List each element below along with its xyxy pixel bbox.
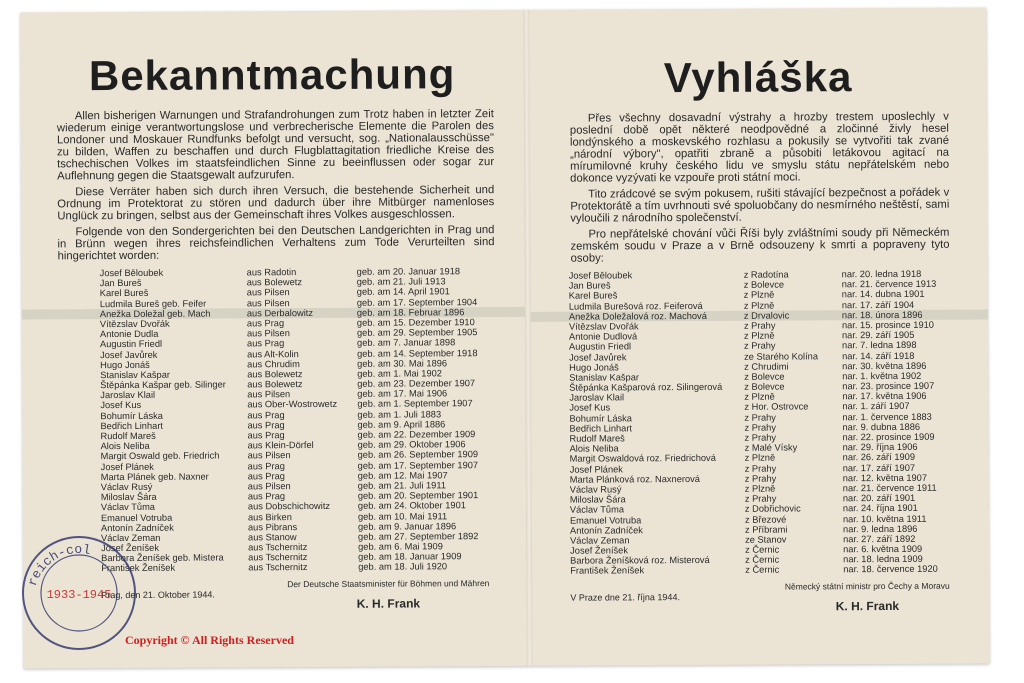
person-origin: aus Radotin <box>246 267 297 278</box>
person-origin: aus Pilsen <box>246 297 290 308</box>
person-birth-date: geb. am 9. April 1886 <box>357 419 446 430</box>
person-name: Margit Oswald geb. Friedrich <box>100 450 220 462</box>
person-birth-date: nar. 6. května 1909 <box>843 543 923 555</box>
german-signature: K. H. Frank <box>356 596 421 611</box>
person-name: Miloslav Šára <box>100 491 157 503</box>
person-birth-date: nar. 10. května 1911 <box>842 513 927 524</box>
person-birth-date: nar. 26. září 1909 <box>842 452 916 463</box>
person-birth-date: nar. 9. dubna 1886 <box>842 421 921 433</box>
person-origin: z Drvalovic <box>743 310 790 321</box>
person-name: Barbora Ženíšek geb. Mistera <box>101 552 224 564</box>
german-place-date: Prag, den 21. Oktober 1944. <box>101 589 215 600</box>
person-origin: z Prahy <box>744 473 777 484</box>
person-origin: z Plzně <box>744 483 776 494</box>
stamp-top-text: reich-col <box>24 541 92 589</box>
czech-half <box>529 7 989 665</box>
person-origin: z Příbrami <box>744 524 788 535</box>
person-birth-date: geb. am 12. Mai 1907 <box>357 470 448 481</box>
german-paragraph-3: Folgende von den Sondergerichten bei den Deutschen Landgerichten in Prag und in Brünn wegen ihres reichsfeindlichen Verhaltens zum Tode Verurteilten sind hingerichtet worden: <box>57 224 495 263</box>
person-origin: z Černic <box>745 565 780 576</box>
person-origin: z Prahy <box>744 432 777 443</box>
person-name: František Ženíšek <box>101 563 176 574</box>
person-name: Anežka Doležalová roz. Machová <box>568 310 707 322</box>
person-birth-date: nar. 7. ledna 1898 <box>842 340 917 351</box>
person-origin: aus Pilsen <box>246 287 290 298</box>
person-birth-date: nar. 24. října 1901 <box>842 503 918 514</box>
person-birth-date: geb. am 27. September 1892 <box>358 531 479 542</box>
german-minister-title: Der Deutsche Staatsminister für Böhmen und Mähren <box>287 577 490 589</box>
person-birth-date: geb. am 7. Januar 1898 <box>356 337 456 349</box>
person-birth-date: geb. am 17. September 1904 <box>356 296 478 308</box>
person-name: Václav Tůma <box>100 502 156 513</box>
person-birth-date: geb. am 26. September 1909 <box>357 449 479 461</box>
czech-minister-title: Německý státní ministr pro Čechy a Moravu <box>784 580 950 592</box>
person-birth-date: geb. am 21. Juli 1913 <box>356 276 446 287</box>
person-name: Josef Plánek <box>569 463 623 475</box>
person-origin: aus Chrudim <box>247 358 300 370</box>
person-origin: aus Prag <box>246 338 285 349</box>
person-origin: z Bolevce <box>744 381 785 392</box>
person-origin: z Bolevce <box>744 371 785 382</box>
czech-paragraph-1: Přes všechny dosavadní výstrahy a hrozby trestem uposlechly v poslední době opět některé neodpovědné a zločinné živly hesel londýnského a moskevského rozhlasu a pokusily se vytvořiti tak zvané „národní výbory", opatřiti zbraně a působiti letákovou agitací na mírumilovné kruhy českého lidu ve smyslu státu nepřátelském nebo dokonce vyzývati ke vzpouře proti státní moci. <box>569 110 950 185</box>
person-name: Rudolf Mareš <box>100 430 156 442</box>
person-origin: z Prahy <box>743 320 776 331</box>
person-origin: aus Pilsen <box>246 328 290 339</box>
person-birth-date: geb. am 18. Februar 1896 <box>356 306 465 318</box>
person-origin: aus Pilsen <box>247 450 291 461</box>
person-birth-date: geb. am 29. Oktober 1906 <box>357 439 466 450</box>
czech-signature: K. H. Frank <box>835 598 900 613</box>
person-birth-date: nar. 21. července 1913 <box>841 278 937 290</box>
person-name: Emanuel Votruba <box>100 512 173 523</box>
person-origin: aus Pilsen <box>247 481 291 492</box>
german-paragraph-1: Allen bisherigen Warnungen und Strafandrohungen zum Trotz haben in letzter Zeit wiederum einige verantwortungslose und verbrecherische Elemente die Parolen des Londoner und Moskauer Rundfunks befolgt und versucht, sog. „Nationalausschüsse" zu bilden, Waffen zu beschaffen und durch Flugblattagitation friedliche Kreise des tschechischen Volkes im staatsfeindlichen Sinne zu beeinflussen oder sogar zur Auflehnung gegen die Staatsgewalt aufzurufen. <box>56 108 495 183</box>
person-origin: ze Stanov <box>745 534 787 545</box>
person-origin: aus Prag <box>247 430 285 441</box>
czech-paragraph-2: Tito zrádcové se svým pokusem, rušiti stávající bezpečnost a pořádek v Protektorátě a tím uvrhnouti své spoluobčany do nesmírného neštěstí, sami vyloučili z národního společenství. <box>570 186 950 225</box>
person-origin: aus Pibrans <box>247 521 298 533</box>
person-name: Štěpánka Kašparová roz. Silingerová <box>569 381 723 393</box>
person-origin: z Plzně <box>744 391 775 402</box>
person-birth-date: geb. am 14. September 1918 <box>357 347 478 359</box>
person-name: Marta Plánek geb. Naxner <box>100 471 209 482</box>
person-birth-date: geb. am 22. Dezember 1909 <box>357 429 476 440</box>
person-birth-date: geb. am 15. Dezember 1910 <box>356 317 475 328</box>
czech-place-date: V Praze dne 21. října 1944. <box>570 591 680 603</box>
person-name: Josef Javůrek <box>100 349 158 360</box>
person-origin: z Dobřichovic <box>744 503 801 515</box>
person-name: Štěpánka Kašpar geb. Silinger <box>100 379 226 391</box>
person-birth-date: nar. 1. září 1907 <box>842 401 910 412</box>
person-name: Bohumír Láska <box>569 412 632 424</box>
person-birth-date: nar. 14. září 1918 <box>842 350 915 361</box>
person-name: Antonie Dudlová <box>568 331 638 342</box>
person-origin: z Bolevce <box>743 279 785 290</box>
person-origin: aus Prag <box>247 470 285 482</box>
person-name: Bedřich Linhart <box>569 423 633 434</box>
person-birth-date: geb. am 14. April 1901 <box>356 286 450 298</box>
person-origin: z Černic <box>745 554 780 565</box>
person-origin: z Plzně <box>743 300 775 311</box>
person-birth-date: nar. 18. února 1896 <box>841 309 923 320</box>
person-name: Karel Bureš <box>568 290 618 302</box>
person-origin: ze Starého Kolína <box>744 350 819 362</box>
person-origin: z Plzně <box>744 452 776 464</box>
person-origin: aus Tschernitz <box>248 552 308 563</box>
person-birth-date: geb. am 20. September 1901 <box>357 490 479 501</box>
person-name: Josef Plánek <box>100 461 154 472</box>
person-origin: aus Tschernitz <box>248 562 308 573</box>
person-birth-date: nar. 21. července 1911 <box>842 482 937 494</box>
person-birth-date: geb. am 18. Januar 1909 <box>358 551 462 563</box>
person-birth-date: nar. 1. května 1902 <box>842 370 922 382</box>
stamp-years: 1933-1945 <box>46 588 112 602</box>
person-birth-date: nar. 18. července 1920 <box>843 564 938 575</box>
person-name: Alois Neliba <box>569 443 619 454</box>
person-name: Josef Javůrek <box>569 351 627 363</box>
person-name: Anežka Doležal geb. Mach <box>99 308 211 319</box>
person-origin: aus Stanow <box>248 531 297 543</box>
person-birth-date: nar. 14. dubna 1901 <box>841 289 925 300</box>
person-name: Václav Zeman <box>101 532 161 543</box>
person-origin: z Březové <box>744 514 787 525</box>
person-origin: aus Klein-Dörfel <box>247 440 314 451</box>
person-name: Josef Ženíšek <box>101 542 159 554</box>
person-origin: z Radotína <box>743 269 789 280</box>
person-name: Václav Tůma <box>569 504 625 515</box>
person-birth-date: geb. am 18. Juli 1920 <box>358 561 448 573</box>
czech-footer <box>532 580 989 618</box>
person-name: Augustin Friedl <box>569 341 632 352</box>
person-origin: aus Bolewetz <box>247 368 303 380</box>
person-birth-date: geb. am 21. Juli 1911 <box>357 480 447 491</box>
person-birth-date: nar. 17. září 1904 <box>841 299 915 310</box>
person-birth-date: geb. am 10. Mai 1911 <box>357 510 448 522</box>
person-origin: aus Birken <box>247 511 292 522</box>
person-name: Josef Běloubek <box>568 270 633 281</box>
person-origin: aus Derbalowitz <box>246 307 314 319</box>
person-birth-date: geb. am 1. September 1907 <box>357 398 473 410</box>
person-name: Josef Běloubek <box>99 267 164 279</box>
person-name: Stanislav Kašpar <box>100 369 170 380</box>
person-birth-date: nar. 30. května 1896 <box>842 360 927 371</box>
proclamation-poster <box>20 7 989 668</box>
person-name: Emanuel Votruba <box>569 514 642 526</box>
person-origin: aus Tschernitz <box>248 542 308 553</box>
person-birth-date: nar. 20. ledna 1918 <box>841 268 922 280</box>
person-birth-date: nar. 29. října 1906 <box>842 442 918 453</box>
person-birth-date: nar. 20. září 1901 <box>842 492 916 504</box>
person-origin: z Plzně <box>743 330 775 341</box>
person-birth-date: nar. 23. prosince 1907 <box>842 380 935 392</box>
person-origin: aus Prag <box>246 318 285 329</box>
person-name: Josef Ženíšek <box>570 545 629 556</box>
person-birth-date: nar. 18. ledna 1909 <box>843 554 923 565</box>
person-name: Josef Kus <box>569 402 611 414</box>
person-birth-date: nar. 9. ledna 1896 <box>842 523 918 534</box>
person-birth-date: geb. am 24. Oktober 1901 <box>357 500 466 512</box>
person-origin: z Malé Vísky <box>744 442 798 453</box>
person-birth-date: geb. am 29. September 1905 <box>356 327 478 338</box>
person-name: Rudolf Mareš <box>569 433 625 444</box>
person-birth-date: geb. am 1. Mai 1902 <box>357 368 442 379</box>
person-birth-date: geb. am 20. Januar 1918 <box>356 266 461 277</box>
person-origin: aus Alt-Kolin <box>247 348 299 359</box>
person-birth-date: geb. am 23. Dezember 1907 <box>357 378 476 389</box>
person-origin: aus Pilsen <box>247 389 291 400</box>
person-name: Karel Bureš <box>99 288 149 299</box>
person-name: Antonie Dudla <box>99 328 159 340</box>
person-name: Margit Oswaldová roz. Friedrichová <box>569 453 716 465</box>
person-origin: z Prahy <box>744 340 776 352</box>
person-birth-date: nar. 22. prosince 1909 <box>842 431 935 443</box>
czech-title: Vyhláška <box>663 53 853 102</box>
person-name: Josef Kus <box>100 400 142 411</box>
person-birth-date: geb. am 17. September 1907 <box>357 459 479 471</box>
person-birth-date: geb. am 30. Mai 1896 <box>357 357 448 369</box>
person-name: Ludmila Burešová roz. Feiferová <box>568 300 703 312</box>
copyright-notice: Copyright © All Rights Reserved <box>125 633 294 647</box>
person-name: Bohumír Láska <box>100 410 163 421</box>
person-origin: z Hor. Ostrovce <box>744 401 809 413</box>
person-name: Miloslav Šára <box>569 494 626 505</box>
person-origin: z Černic <box>745 544 780 555</box>
person-origin: aus Prag <box>247 419 285 431</box>
person-name: Jaroslav Klail <box>569 392 625 403</box>
person-birth-date: nar. 17. května 1906 <box>842 391 927 402</box>
person-name: Hugo Jonáš <box>569 362 619 373</box>
person-origin: z Prahy <box>744 412 776 423</box>
person-name: Marta Plánková roz. Naxnerová <box>569 473 700 485</box>
person-birth-date: nar. 15. prosince 1910 <box>841 319 934 331</box>
german-paragraph-2: Diese Verräter haben sich durch ihren Versuch, die bestehende Sicherheit und Ordnung im Protektorat zu stören und dadurch über ihre Mitbürger namenloses Unglück zu bringen, selbst aus der Gemeinschaft ihres Volkes ausgeschlossen. <box>57 184 495 223</box>
czech-paragraph-3: Pro nepřátelské chování vůči Říši byly zvláštními soudy při Německém zemském soudu v Praze a v Brně odsouzeny k smrti a popraveny tyto osoby: <box>570 226 950 265</box>
person-birth-date: geb. am 6. Mai 1909 <box>358 541 443 552</box>
person-birth-date: geb. am 1. Juli 1883 <box>357 408 442 420</box>
person-origin: aus Bolewetz <box>246 277 303 288</box>
person-origin: aus Prag <box>247 491 286 502</box>
person-origin: aus Ober-Wostrowetz <box>247 399 338 410</box>
person-birth-date: nar. 27. září 1892 <box>843 533 916 545</box>
executed-person-row <box>532 564 989 577</box>
person-name: Augustin Friedl <box>100 339 163 350</box>
person-origin: z Prahy <box>744 493 777 504</box>
person-name: Bedřich Linhart <box>100 420 164 431</box>
person-name: František Ženíšek <box>570 565 645 577</box>
person-origin: aus Prag <box>247 409 285 420</box>
person-name: Jan Bureš <box>568 280 611 291</box>
person-origin: aus Bolewetz <box>247 379 303 390</box>
person-origin: z Plzně <box>743 289 775 301</box>
person-birth-date: geb. am 9. Januar 1896 <box>357 520 457 532</box>
person-name: Stanislav Kašpar <box>569 372 639 383</box>
person-name: Václav Rusý <box>100 481 153 493</box>
person-name: Vítězslav Dvořák <box>568 321 639 332</box>
person-name: Antonín Zadníček <box>100 522 174 533</box>
czech-executed-list <box>531 268 990 576</box>
person-name: Jaroslav Klail <box>100 390 156 401</box>
person-name: Barbora Ženíšková roz. Misterová <box>570 555 710 566</box>
person-birth-date: nar. 1. července 1883 <box>842 411 932 422</box>
person-origin: aus Dobschichowitz <box>247 501 331 512</box>
person-origin: z Chrudimi <box>744 361 789 372</box>
person-name: Antonín Zadníček <box>569 524 643 536</box>
person-name: Hugo Jonáš <box>100 359 150 370</box>
german-title: Bekanntmachung <box>88 50 456 100</box>
person-name: Jan Bureš <box>99 278 142 289</box>
person-birth-date: nar. 29. září 1905 <box>841 329 915 341</box>
person-birth-date: nar. 17. září 1907 <box>842 462 916 473</box>
person-name: Václav Zeman <box>570 535 630 546</box>
person-name: Ludmila Bureš geb. Feifer <box>99 298 207 309</box>
person-birth-date: nar. 12. května 1907 <box>842 472 928 483</box>
person-origin: z Prahy <box>744 463 777 474</box>
person-name: Václav Rusý <box>569 484 622 495</box>
person-name: Vítězslav Dvořák <box>99 318 170 330</box>
person-origin: z Prahy <box>744 422 777 433</box>
person-birth-date: geb. am 17. Mai 1906 <box>357 388 448 400</box>
person-name: Alois Neliba <box>100 441 150 452</box>
person-origin: aus Prag <box>247 460 285 471</box>
